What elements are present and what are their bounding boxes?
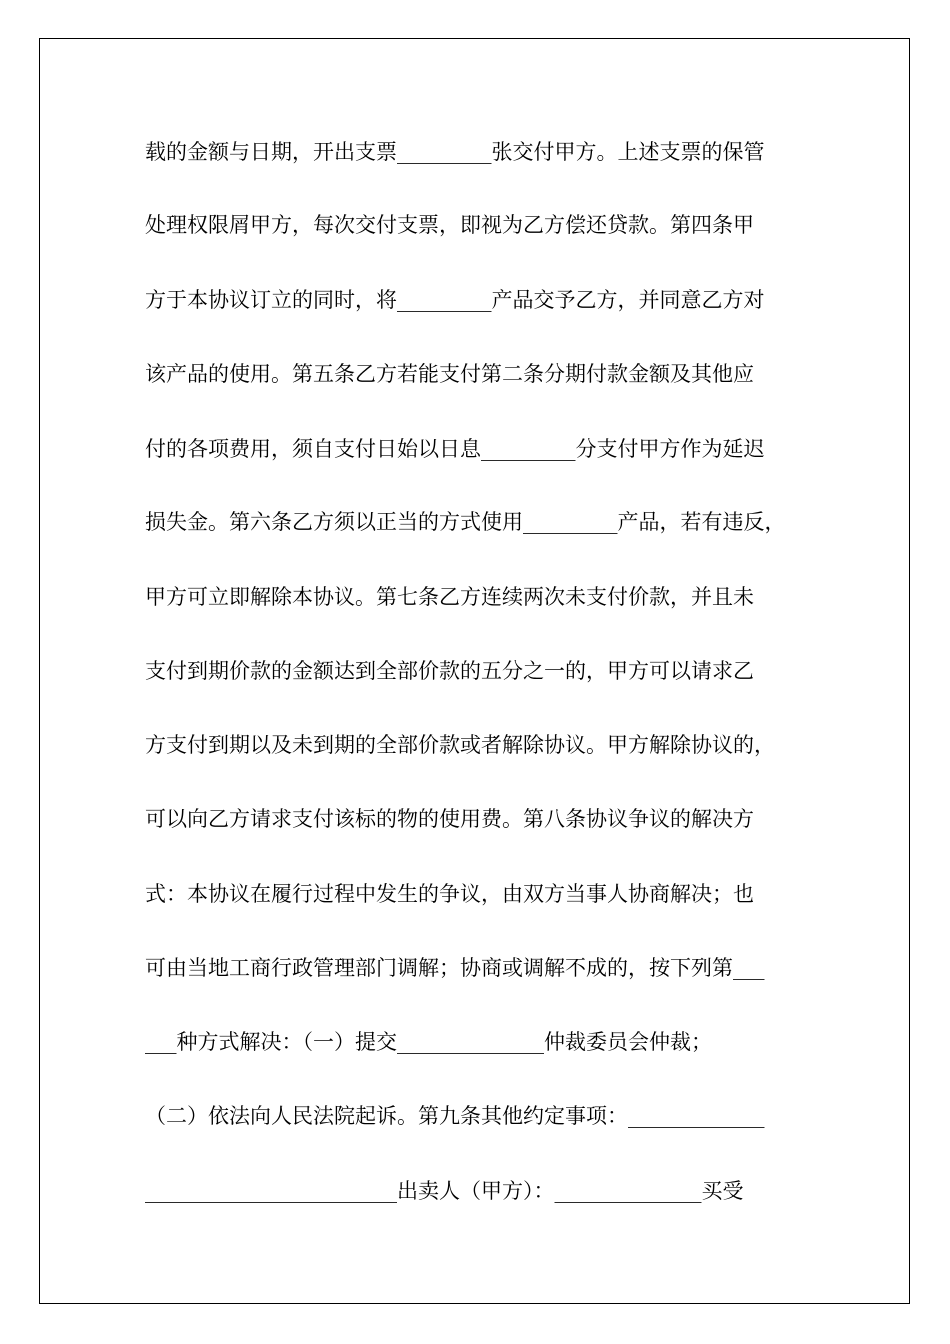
body-line-4: 该产品的使用。第五条乙方若能支付第二条分期付款金额及其他应 [145, 362, 754, 386]
body-line-14: （二）依法向人民法院起诉。第九条其他约定事项：_____________ [145, 1104, 765, 1128]
body-line-13: ___种方式解决：（一）提交______________仲裁委员会仲裁； [145, 1030, 712, 1054]
body-line-9: 方支付到期以及未到期的全部价款或者解除协议。甲方解除协议的， [145, 733, 775, 757]
body-line-11: 式：本协议在履行过程中发生的争议，由双方当事人协商解决；也 [145, 882, 754, 906]
body-line-3: 方于本协议订立的同时，将_________产品交予乙方，并同意乙方对 [145, 288, 765, 312]
body-line-8: 支付到期价款的金额达到全部价款的五分之一的，甲方可以请求乙 [145, 659, 754, 683]
body-line-10: 可以向乙方请求支付该标的物的使用费。第八条协议争议的解决方 [145, 807, 754, 831]
body-line-12: 可由当地工商行政管理部门调解；协商或调解不成的，按下列第___ [145, 956, 765, 980]
body-line-6: 损失金。第六条乙方须以正当的方式使用_________产品，若有违反， [145, 510, 786, 534]
body-line-2: 处理权限屑甲方，每次交付支票，即视为乙方偿还贷款。第四条甲 [145, 213, 754, 237]
body-line-15: ________________________出卖人（甲方）：______________买受 [145, 1179, 744, 1203]
body-line-1: 载的金额与日期，开出支票_________张交付甲方。上述支票的保管 [145, 140, 765, 164]
body-line-5: 付的各项费用，须自支付日始以日息_________分支付甲方作为延迟 [145, 437, 765, 461]
body-line-7: 甲方可立即解除本协议。第七条乙方连续两次未支付价款，并且未 [145, 585, 754, 609]
